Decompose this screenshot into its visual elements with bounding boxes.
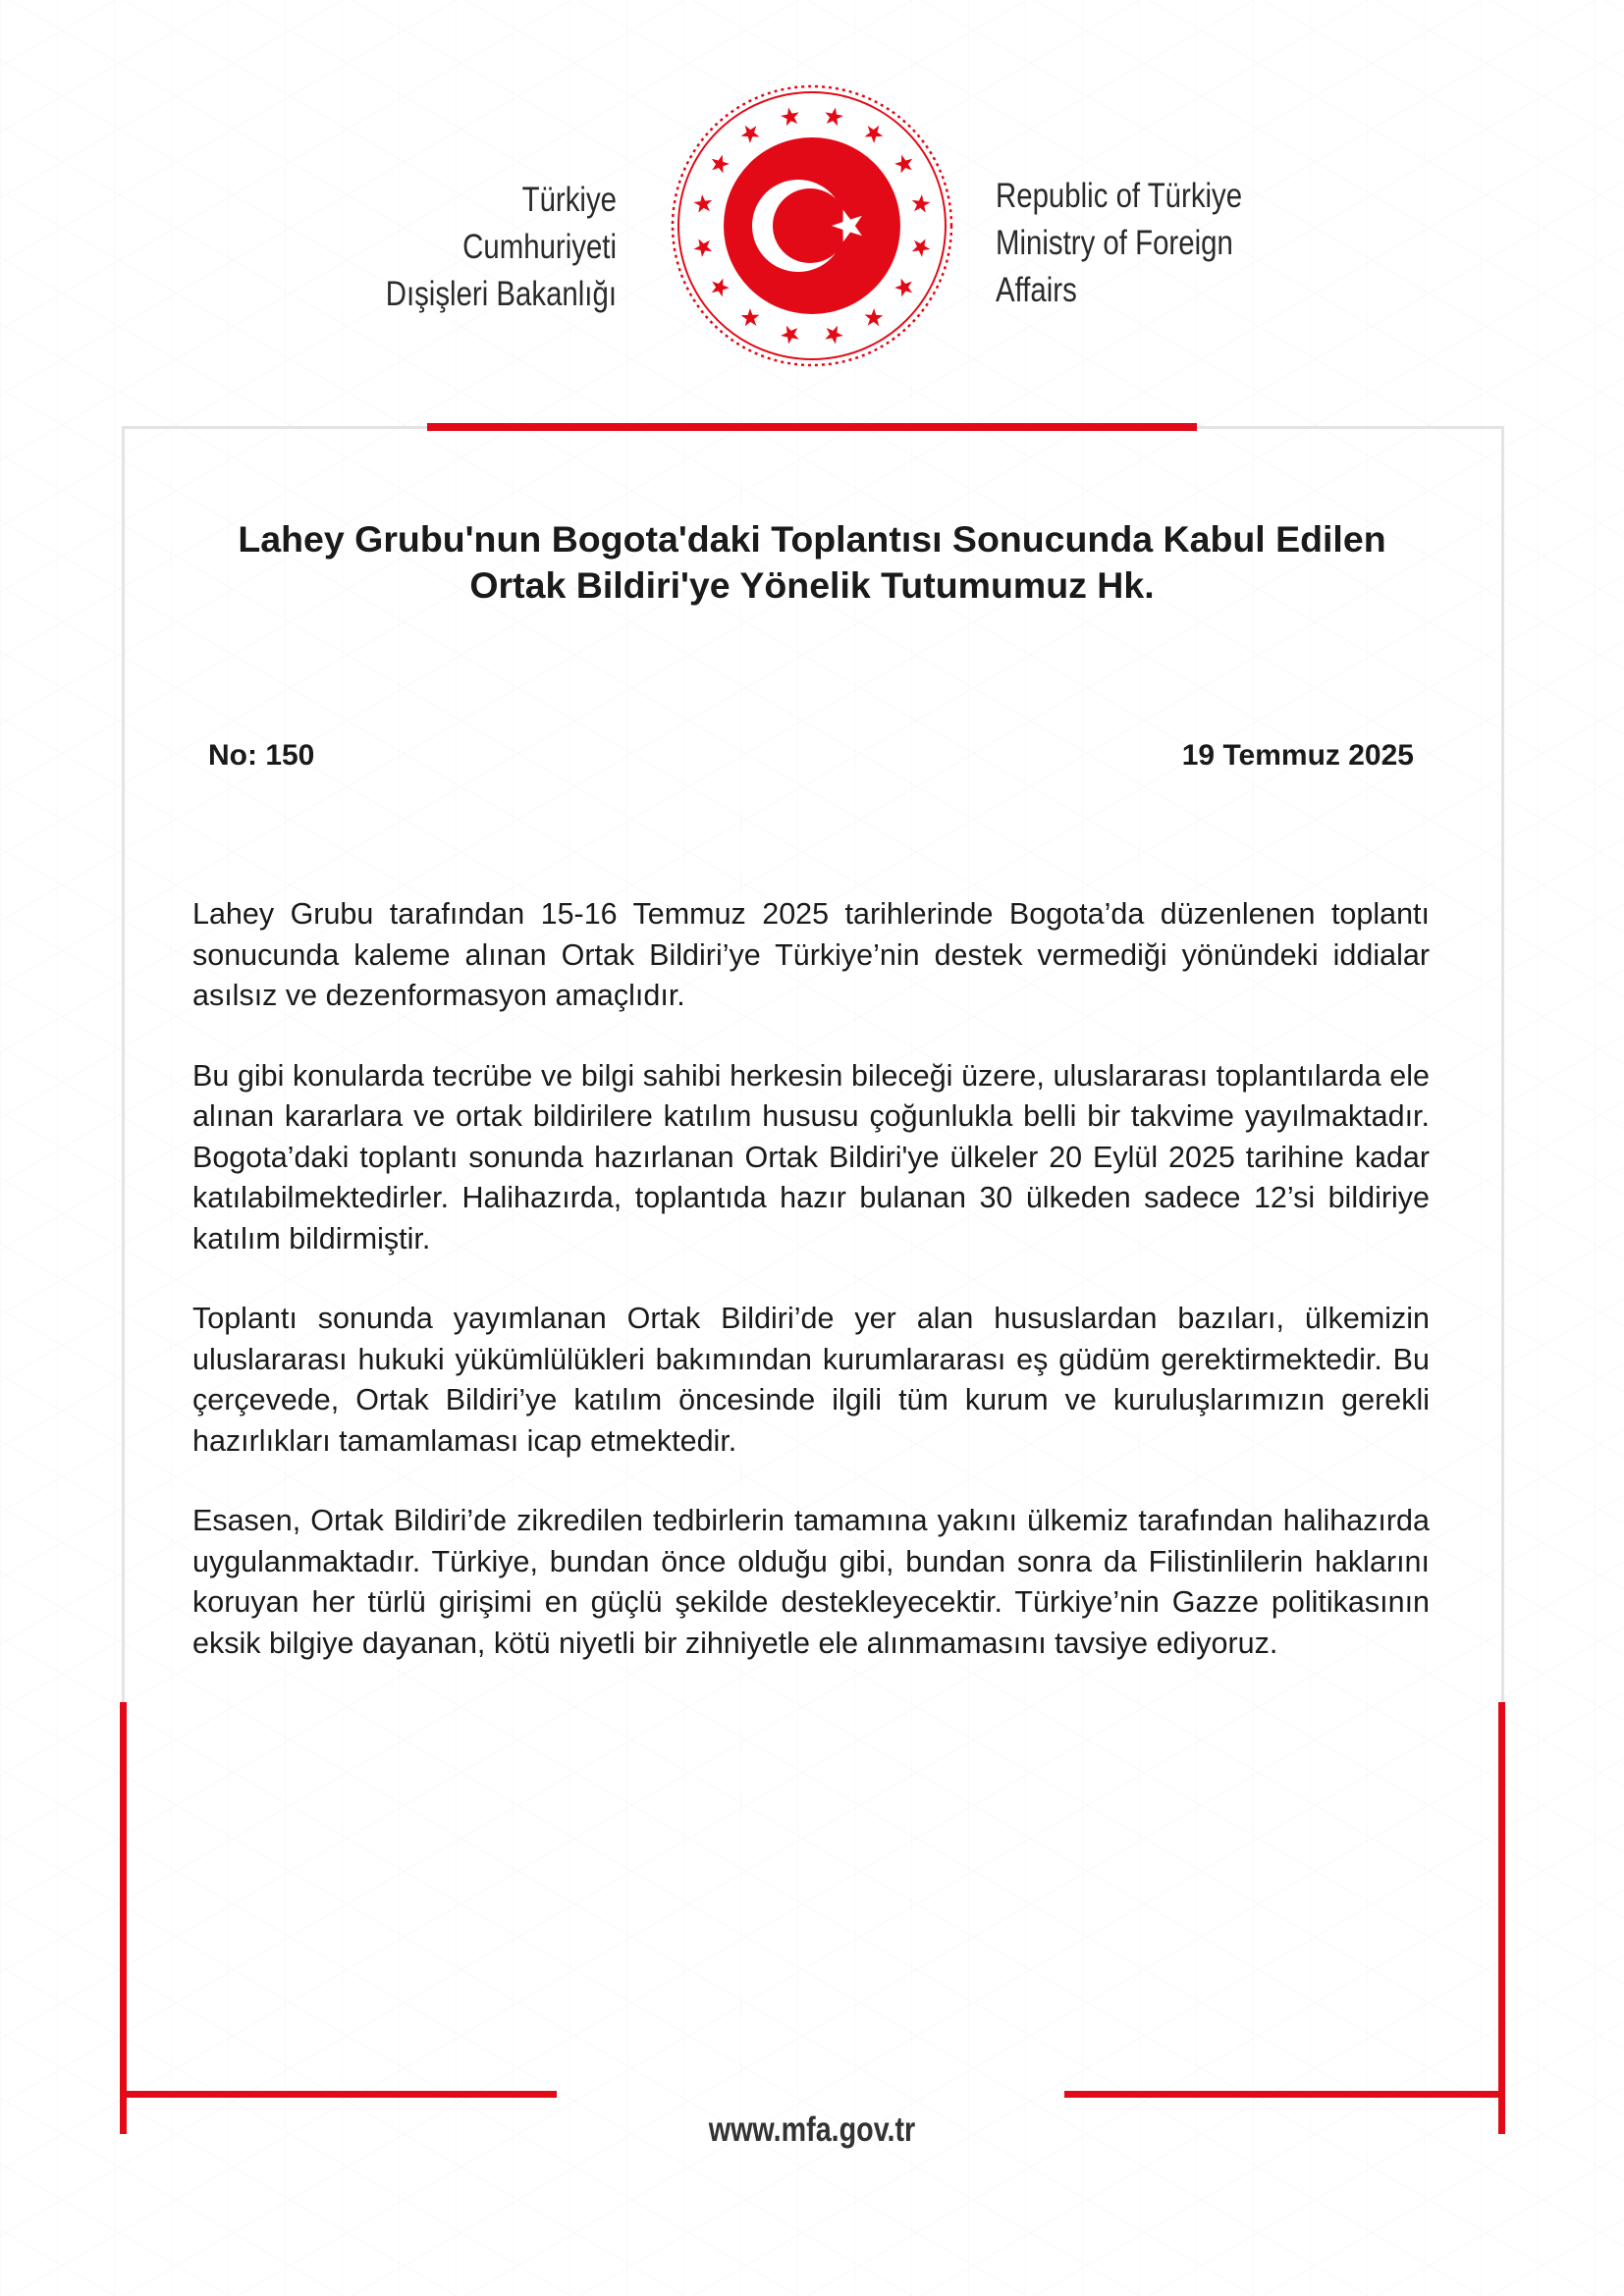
body-paragraph-3: Toplantı sonunda yayımlanan Ortak Bildiri’de yer alan hususlardan bazıları, ülkemizin uluslararası hukuki yükümlülükleri bakımından kurumlararası eş güdüm gerektirmektedir. Bu çerçevede, Ortak Bildiri’ye katılım öncesinde ilgili tüm kurum ve kuruluşlarımızın gerekli hazırlıkları tamamlaması icap etmektedir. (192, 1302, 1430, 1458)
header-right-line2: Ministry of Foreign Affairs (996, 224, 1233, 309)
title-line1: Lahey Grubu'nun Bogota'daki Toplantısı Sonucunda Kabul Edilen (238, 518, 1386, 560)
body-paragraph-1: Lahey Grubu tarafından 15-16 Temmuz 2025 tarihlerinde Bogota’da düzenlenen toplantı sonucunda kaleme alınan Ortak Bildiri’ye Türkiye’nin destek vermediği yönündeki iddialar asılsız ve dezenformasyon amaçlıdır. (192, 897, 1430, 1012)
header-left-line1: Türkiye Cumhuriyeti (462, 181, 617, 266)
footer-website-link[interactable]: www.mfa.gov.tr (708, 2110, 916, 2149)
frame-bottom-right-red-accent (1064, 2091, 1505, 2098)
statement-number: No: 150 (208, 739, 315, 772)
statement-body (192, 894, 1430, 1703)
frame-bottom-left-red-accent (120, 2091, 557, 2098)
header-right-line1: Republic of Türkiye (996, 177, 1243, 215)
document-title (177, 516, 1447, 609)
frame-left-border (122, 426, 125, 1702)
mfa-emblem-icon (669, 82, 955, 369)
body-paragraph-2: Bu gibi konularda tecrübe ve bilgi sahibi herkesin bileceği üzere, uluslararası toplantılarda ele alınan kararlara ve ortak bildirilere katılım hususu çoğunlukla belli bir takvime yayılmaktadır. Bogota’daki toplantı sonunda hazırlanan Ortak Bildiri'ye ülkeler 20 Eylül 2025 tarihine kadar katılabilmektedirler. Halihazırda, toplantıda hazır bulanan 30 ülkeden sadece 12’si bildiriye katılım bildirmiştir. (192, 1058, 1430, 1255)
header-left-line2: Dışişleri Bakanlığı (385, 275, 617, 313)
frame-top-red-accent (427, 423, 1197, 431)
statement-date: 19 Temmuz 2025 (1181, 739, 1414, 772)
frame-right-border (1501, 426, 1504, 1702)
body-paragraph-4: Esasen, Ortak Bildiri’de zikredilen tedbirlerin tamamına yakını ülkemiz tarafından halihazırda uygulanmaktadır. Türkiye, bundan önce olduğu gibi, bundan sonra da Filistinlilerin haklarını koruyan her türlü girişimi en güçlü şekilde destekleyecektir. Türkiye’nin Gazze politikasının eksik bilgiye dayanan, kötü niyetli bir zihniyetle ele alınmamasını tavsiye ediyoruz. (192, 1504, 1430, 1660)
title-line2: Ortak Bildiri'ye Yönelik Tutumumuz Hk. (469, 564, 1155, 606)
frame-right-red-accent (1498, 1702, 1505, 2134)
header-english-name (996, 173, 1276, 314)
frame-left-red-accent (120, 1702, 127, 2134)
header-turkish-name (379, 177, 617, 318)
